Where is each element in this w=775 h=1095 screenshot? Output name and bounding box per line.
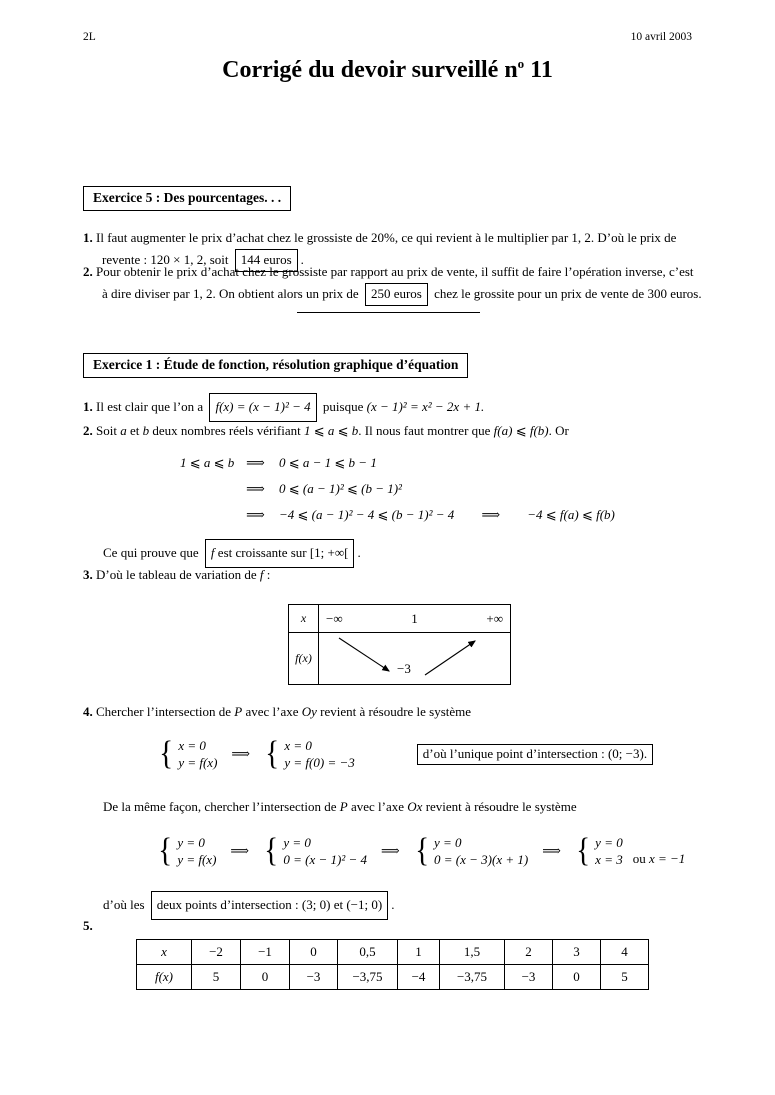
math-expression: 0 ⩽ a − 1 ⩽ b − 1 [279, 455, 377, 470]
ex1-item-1 [83, 393, 773, 422]
x-cell: −1 [241, 940, 290, 965]
item-number: 4. [83, 704, 93, 719]
system-line: y = f(x) [177, 852, 217, 867]
system-row-1 [158, 734, 656, 772]
left-brace-icon: { [414, 831, 429, 869]
table-row-x [137, 940, 649, 965]
conclusion-text: Ce qui prouve que [103, 545, 199, 560]
math-expression: −4 ⩽ f(a) ⩽ f(b) [527, 507, 615, 522]
table-row-fx [137, 965, 649, 990]
fx-cell: −3 [505, 965, 553, 990]
ox-intersection-conclusion [103, 891, 394, 920]
implies-arrow: ⟹ [230, 843, 250, 858]
left-brace-icon: { [576, 831, 590, 869]
ex1-item-3 [83, 566, 773, 584]
implies-arrow: ⟹ [481, 507, 501, 522]
fx-cell: 0 [553, 965, 601, 990]
ex1-item-5 [83, 918, 93, 934]
fx-cell: −3,75 [338, 965, 398, 990]
math-var: f [259, 567, 264, 582]
left-brace-icon: { [264, 831, 279, 869]
x-cell: 1 [398, 940, 440, 965]
item-number: 1. [83, 399, 93, 414]
header-date: 10 avril 2003 [630, 31, 692, 43]
x-cell: 2 [505, 940, 553, 965]
math-expression: 0 ⩽ (a − 1)² ⩽ (b − 1)² [279, 481, 402, 496]
answer-box-oy-intersection: d’où l’unique point d’intersection : (0; −3). [417, 744, 653, 765]
system-line: y = 0 [283, 835, 311, 850]
system-line: x = 3 [595, 852, 623, 867]
system-line: y = 0 [434, 835, 462, 850]
item-text: . Il nous faut montrer que [358, 423, 494, 438]
answer-box-formula: f(x) = (x − 1)² − 4 [209, 393, 316, 422]
equation-system [158, 734, 218, 772]
fx-cell: 5 [192, 965, 241, 990]
item-text: Pour obtenir le prix d’achat chez le grossiste par rapport au prix de vente, il suffit de faire l’opération inverse, c’est [96, 264, 694, 279]
item-text: Soit [96, 423, 121, 438]
system-line: 0 = (x − 1)² − 4 [283, 852, 368, 867]
left-brace-icon: { [159, 734, 174, 772]
decreasing-arrow [339, 638, 389, 671]
x-cell: 1,5 [440, 940, 505, 965]
item-text: Il faut augmenter le prix d’achat chez le grossiste de 20%, ce qui revient à le multiplier par 1, 2. D’où le prix de [96, 230, 677, 245]
alternative-solution [633, 851, 686, 867]
fx-cell: 5 [601, 965, 649, 990]
item-text: revente : 120 × 1, 2, soit [102, 252, 229, 267]
math-expression: (x − 1)² = x² − 2x + 1. [366, 399, 485, 414]
math-var: b [142, 423, 150, 438]
derivation-row [180, 481, 615, 507]
item-text: Il est clair que l’on a [96, 399, 204, 414]
fx-cell: −3,75 [440, 965, 505, 990]
left-brace-icon: { [265, 734, 280, 772]
conclusion-text: d’où les [103, 897, 145, 912]
item-text: et [126, 423, 143, 438]
values-table [136, 939, 649, 990]
variation-arrows [319, 633, 511, 684]
implies-arrow: ⟹ [246, 455, 265, 470]
or-text: ou [632, 851, 649, 866]
math-var: a [120, 423, 127, 438]
title-superscript: o [517, 56, 525, 71]
fx-cell: 0 [241, 965, 290, 990]
equation-system [575, 831, 623, 869]
item-text: avec l’axe [242, 704, 302, 719]
item-text: De la même façon, chercher l’intersection de [103, 799, 340, 814]
exercise1-heading-box [83, 353, 468, 378]
math-expression: x = −1 [648, 851, 686, 866]
variation-table [288, 604, 511, 685]
axis-Oy: Oy [301, 704, 317, 719]
conclusion-text: . [357, 545, 361, 560]
equation-system [157, 831, 217, 869]
implies-arrow: ⟹ [246, 507, 265, 522]
system-row-2 [157, 831, 686, 869]
header-class-label: 2L [83, 31, 96, 43]
derivation-row [180, 455, 615, 481]
boxed-text: est croissante sur [1; +∞[ [214, 545, 349, 560]
variation-table-x-row [289, 605, 510, 633]
math-expression: 1 ⩽ a ⩽ b [303, 423, 359, 438]
system-line: y = 0 [177, 835, 205, 850]
item-text: deux nombres réels vérifiant [149, 423, 304, 438]
system-line: 0 = (x − 3)(x + 1) [434, 852, 529, 867]
item-number: 3. [83, 567, 93, 582]
system-line: x = 0 [178, 738, 206, 753]
math-var: f [210, 545, 215, 560]
page-header [83, 31, 692, 43]
math-expression: −4 ⩽ (a − 1)² − 4 ⩽ (b − 1)² − 4 [279, 507, 455, 522]
item-text: avec l’axe [347, 799, 408, 814]
item-number: 2. [83, 423, 93, 438]
x-value-plus-infinity: +∞ [486, 610, 503, 626]
item-number: 1. [83, 230, 93, 245]
row-label-x: x [137, 940, 192, 965]
item-text: . [300, 252, 304, 267]
answer-box-ox-intersections: deux points d’intersection : (3; 0) et (−1; 0) [151, 891, 388, 920]
math-expression: f(a) ⩽ f(b) [493, 423, 549, 438]
conclusion-text: . [391, 897, 395, 912]
title-text: Corrigé du devoir surveillé n [222, 57, 518, 83]
separator-rule [297, 312, 480, 313]
implies-arrow: ⟹ [542, 843, 561, 858]
axis-Ox: Ox [407, 799, 423, 814]
system-line: y = f(x) [178, 755, 218, 770]
exercise1-heading: Exercice 1 : Étude de fonction, résolution graphique d’équation [93, 357, 459, 372]
x-row-label: x [289, 605, 319, 632]
fx-cell: −4 [398, 965, 440, 990]
curve-P: P [339, 799, 348, 814]
item-text: revient à résoudre le système [316, 704, 472, 719]
inequality-derivation [180, 455, 615, 533]
x-value-minus-infinity: −∞ [326, 610, 343, 626]
item-text: à dire diviser par 1, 2. On obtient alors un prix de [102, 286, 359, 301]
x-cell: −2 [192, 940, 241, 965]
x-cell: 3 [553, 940, 601, 965]
variation-table-fx-row [289, 633, 510, 684]
item-number: 2. [83, 264, 93, 279]
x-value-one: 1 [411, 610, 418, 626]
system-line: y = 0 [595, 835, 623, 850]
item-number: 5. [83, 918, 93, 933]
equation-system [264, 734, 355, 772]
x-cell: 0,5 [338, 940, 398, 965]
fx-cell: −3 [290, 965, 338, 990]
page-title [0, 56, 775, 84]
system-line: x = 0 [284, 738, 312, 753]
answer-box-croissante [205, 539, 355, 568]
fx-row-label: f(x) [289, 633, 319, 684]
row-label-fx: f(x) [137, 965, 192, 990]
left-brace-icon: { [158, 831, 173, 869]
system-line: y = f(0) = −3 [284, 755, 355, 770]
exercise5-heading: Exercice 5 : Des pourcentages. . . [93, 190, 282, 205]
ex5-item-2 [83, 263, 773, 306]
equation-system [263, 831, 368, 869]
answer-box-250-euros: 250 euros [365, 283, 428, 306]
item-text: . Or [548, 423, 569, 438]
exercise5-heading-box [83, 186, 291, 211]
title-number: 11 [524, 57, 553, 83]
ex1-item-4 [83, 703, 773, 721]
monotonicity-conclusion [103, 539, 361, 568]
item-text: D’où le tableau de variation de [96, 567, 260, 582]
x-cell: 4 [601, 940, 649, 965]
item-text: : [263, 567, 271, 582]
ex1-item-2 [83, 422, 773, 440]
minimum-value: −3 [397, 661, 411, 676]
increasing-arrow [425, 641, 475, 675]
answer-box-144-euros: 144 euros [235, 249, 298, 272]
item-text: revient à résoudre le système [422, 799, 577, 814]
derivation-row [180, 507, 615, 533]
implies-arrow: ⟹ [231, 746, 251, 761]
math-expression: 1 ⩽ a ⩽ b [180, 455, 235, 470]
x-cell: 0 [290, 940, 338, 965]
item-text: Chercher l’intersection de [96, 704, 235, 719]
item-text: chez le grossite pour un prix de vente de 300 euros. [434, 286, 702, 301]
implies-arrow: ⟹ [246, 481, 265, 496]
curve-P: P [234, 704, 243, 719]
item-text: puisque [322, 399, 367, 414]
implies-arrow: ⟹ [381, 843, 400, 858]
ex1-item-4-paragraph-2 [103, 798, 577, 816]
equation-system [414, 831, 529, 869]
